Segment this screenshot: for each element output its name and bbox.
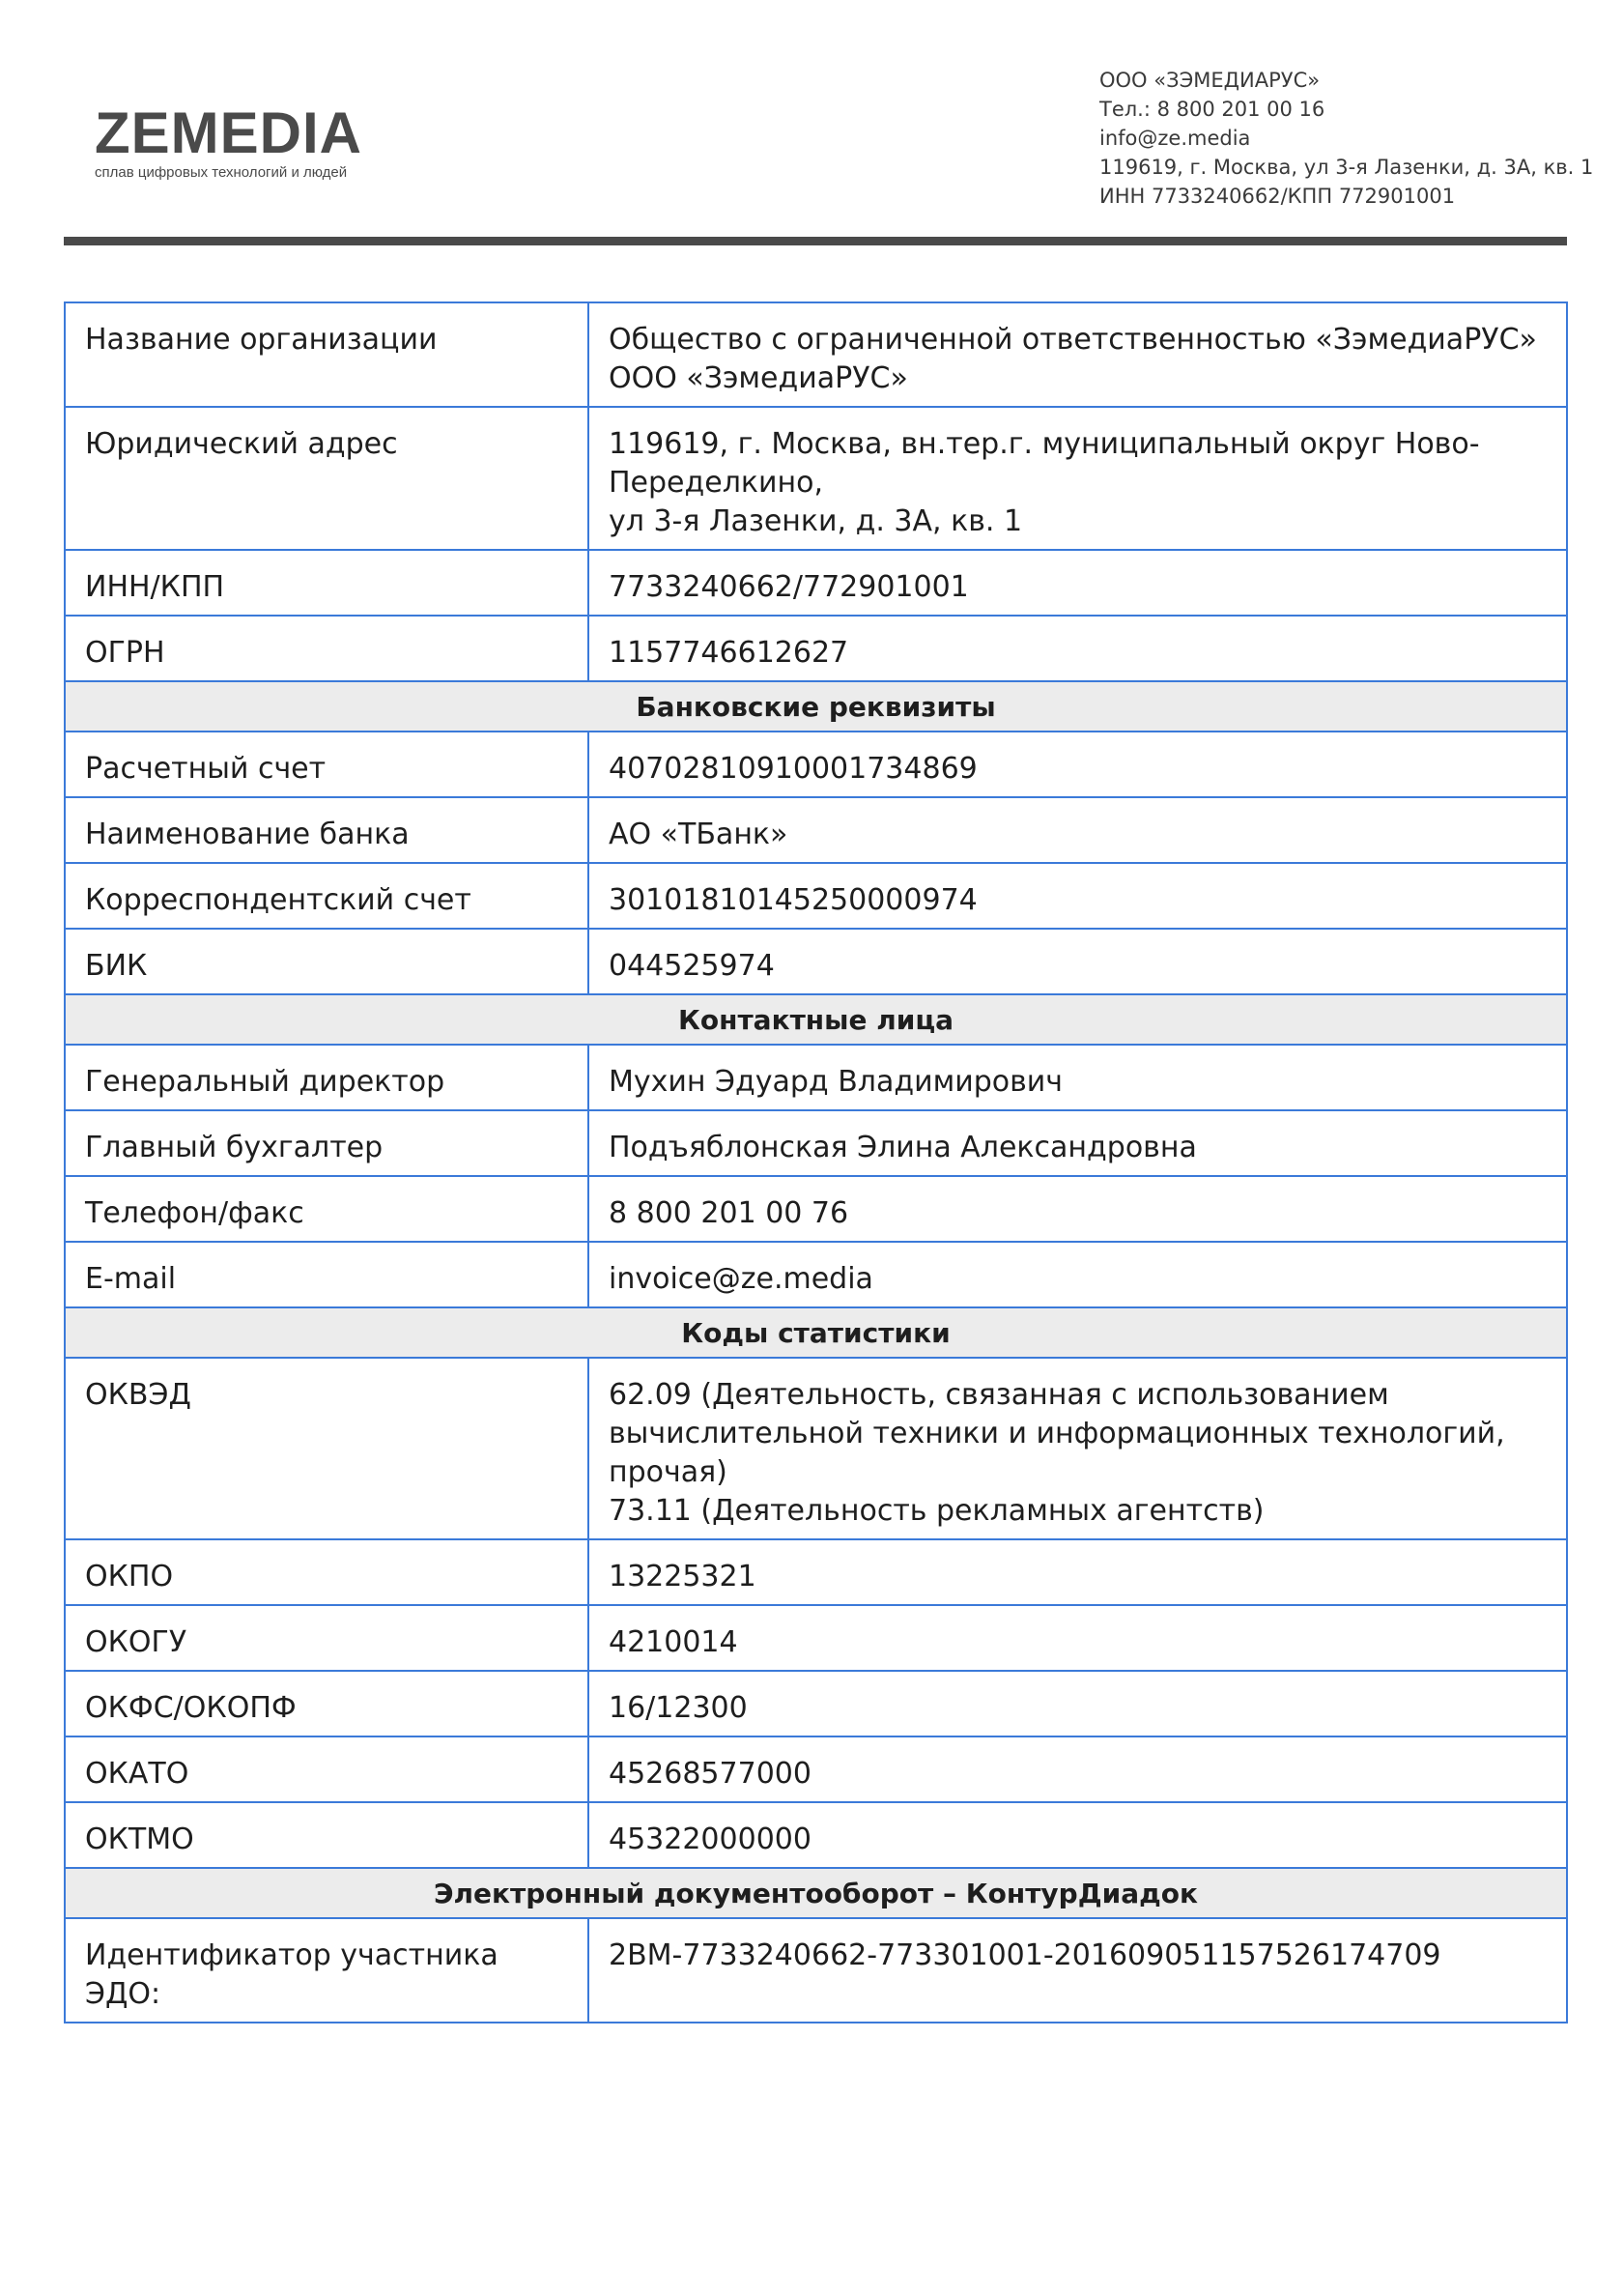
edo-section [65, 1868, 1567, 1918]
corr-account-value: 30101810145250000974 [588, 863, 1567, 929]
corr-account-label: Корреспондентский счет [65, 863, 588, 929]
row-ogrn [65, 616, 1567, 681]
oktmo-label: ОКТМО [65, 1802, 588, 1868]
row-bank-name [65, 797, 1567, 863]
document-header [0, 0, 1623, 251]
account-label: Расчетный счет [65, 732, 588, 797]
row-director [65, 1045, 1567, 1110]
row-okogu [65, 1605, 1567, 1671]
logo-wordmark: ZEMEDIA [95, 100, 362, 165]
oktmo-value: 45322000000 [588, 1802, 1567, 1868]
row-okato [65, 1736, 1567, 1802]
company-contacts [1099, 66, 1611, 211]
phone-fax-value: 8 800 201 00 76 [588, 1176, 1567, 1242]
row-corr-account [65, 863, 1567, 929]
org-name-label: Название организации [65, 302, 588, 407]
account-value: 40702810910001734869 [588, 732, 1567, 797]
contacts-section [65, 994, 1567, 1045]
row-accountant [65, 1110, 1567, 1176]
bank-name-label: Наименование банка [65, 797, 588, 863]
row-oktmo [65, 1802, 1567, 1868]
email-value: invoice@ze.media [588, 1242, 1567, 1307]
okato-value: 45268577000 [588, 1736, 1567, 1802]
company-address: 119619, г. Москва, ул 3-я Лазенки, д. 3А, кв. 1 [1099, 156, 1594, 179]
inn-kpp-label: ИНН/КПП [65, 550, 588, 616]
section-heading: Электронный документооборот – КонтурДиадок [65, 1868, 1567, 1918]
requisites-table [64, 301, 1568, 2023]
director-label: Генеральный директор [65, 1045, 588, 1110]
logo-tagline: сплав цифровых технологий и людей [95, 164, 348, 181]
ogrn-value: 1157746612627 [588, 616, 1567, 681]
row-bik [65, 929, 1567, 994]
company-name: ООО «ЗЭМЕДИАРУС» [1099, 69, 1321, 92]
section-heading: Коды статистики [65, 1307, 1567, 1358]
org-name-value: Общество с ограниченной ответственностью «ЗэмедиаРУС» ООО «ЗэмедиаРУС» [588, 302, 1567, 407]
legal-address-value: 119619, г. Москва, вн.тер.г. муниципальный округ Ново-Переделкино, ул 3-я Лазенки, д. 3А, кв. 1 [588, 407, 1567, 550]
bik-label: БИК [65, 929, 588, 994]
row-account [65, 732, 1567, 797]
stats-section [65, 1307, 1567, 1358]
okfs-okopf-label: ОКФС/ОКОПФ [65, 1671, 588, 1736]
ogrn-label: ОГРН [65, 616, 588, 681]
legal-address-label: Юридический адрес [65, 407, 588, 550]
row-okpo [65, 1539, 1567, 1605]
row-edo-id [65, 1918, 1567, 2023]
row-legal-address [65, 407, 1567, 550]
okogu-label: ОКОГУ [65, 1605, 588, 1671]
okpo-value: 13225321 [588, 1539, 1567, 1605]
row-org-name [65, 302, 1567, 407]
row-email [65, 1242, 1567, 1307]
section-heading: Банковские реквизиты [65, 681, 1567, 732]
company-email: info@ze.media [1099, 127, 1251, 150]
bank-section [65, 681, 1567, 732]
bank-name-value: АО «ТБанк» [588, 797, 1567, 863]
row-phone-fax [65, 1176, 1567, 1242]
okfs-okopf-value: 16/12300 [588, 1671, 1567, 1736]
phone-fax-label: Телефон/факс [65, 1176, 588, 1242]
company-logo [95, 100, 384, 182]
okved-value: 62.09 (Деятельность, связанная с использованием вычислительной техники и информационных технологий, прочая) 73.11 (Деятельность рекламных агентств) [588, 1358, 1567, 1539]
okogu-value: 4210014 [588, 1605, 1567, 1671]
accountant-label: Главный бухгалтер [65, 1110, 588, 1176]
director-value: Мухин Эдуард Владимирович [588, 1045, 1567, 1110]
header-divider [64, 237, 1567, 245]
company-phone: Тел.: 8 800 201 00 16 [1099, 98, 1325, 121]
company-inn-kpp: ИНН 7733240662/КПП 772901001 [1099, 185, 1456, 208]
row-okfs-okopf [65, 1671, 1567, 1736]
edo-id-value: 2BM-7733240662-773301001-20160905115752617470​9 [588, 1918, 1567, 2023]
section-heading: Контактные лица [65, 994, 1567, 1045]
row-okved [65, 1358, 1567, 1539]
okpo-label: ОКПО [65, 1539, 588, 1605]
inn-kpp-value: 7733240662/772901001 [588, 550, 1567, 616]
bik-value: 044525974 [588, 929, 1567, 994]
okato-label: ОКАТО [65, 1736, 588, 1802]
edo-id-label: Идентификатор участника ЭДО: [65, 1918, 588, 2023]
row-inn-kpp [65, 550, 1567, 616]
email-label: E-mail [65, 1242, 588, 1307]
accountant-value: Подъяблонская Элина Александровна [588, 1110, 1567, 1176]
okved-label: ОКВЭД [65, 1358, 588, 1539]
